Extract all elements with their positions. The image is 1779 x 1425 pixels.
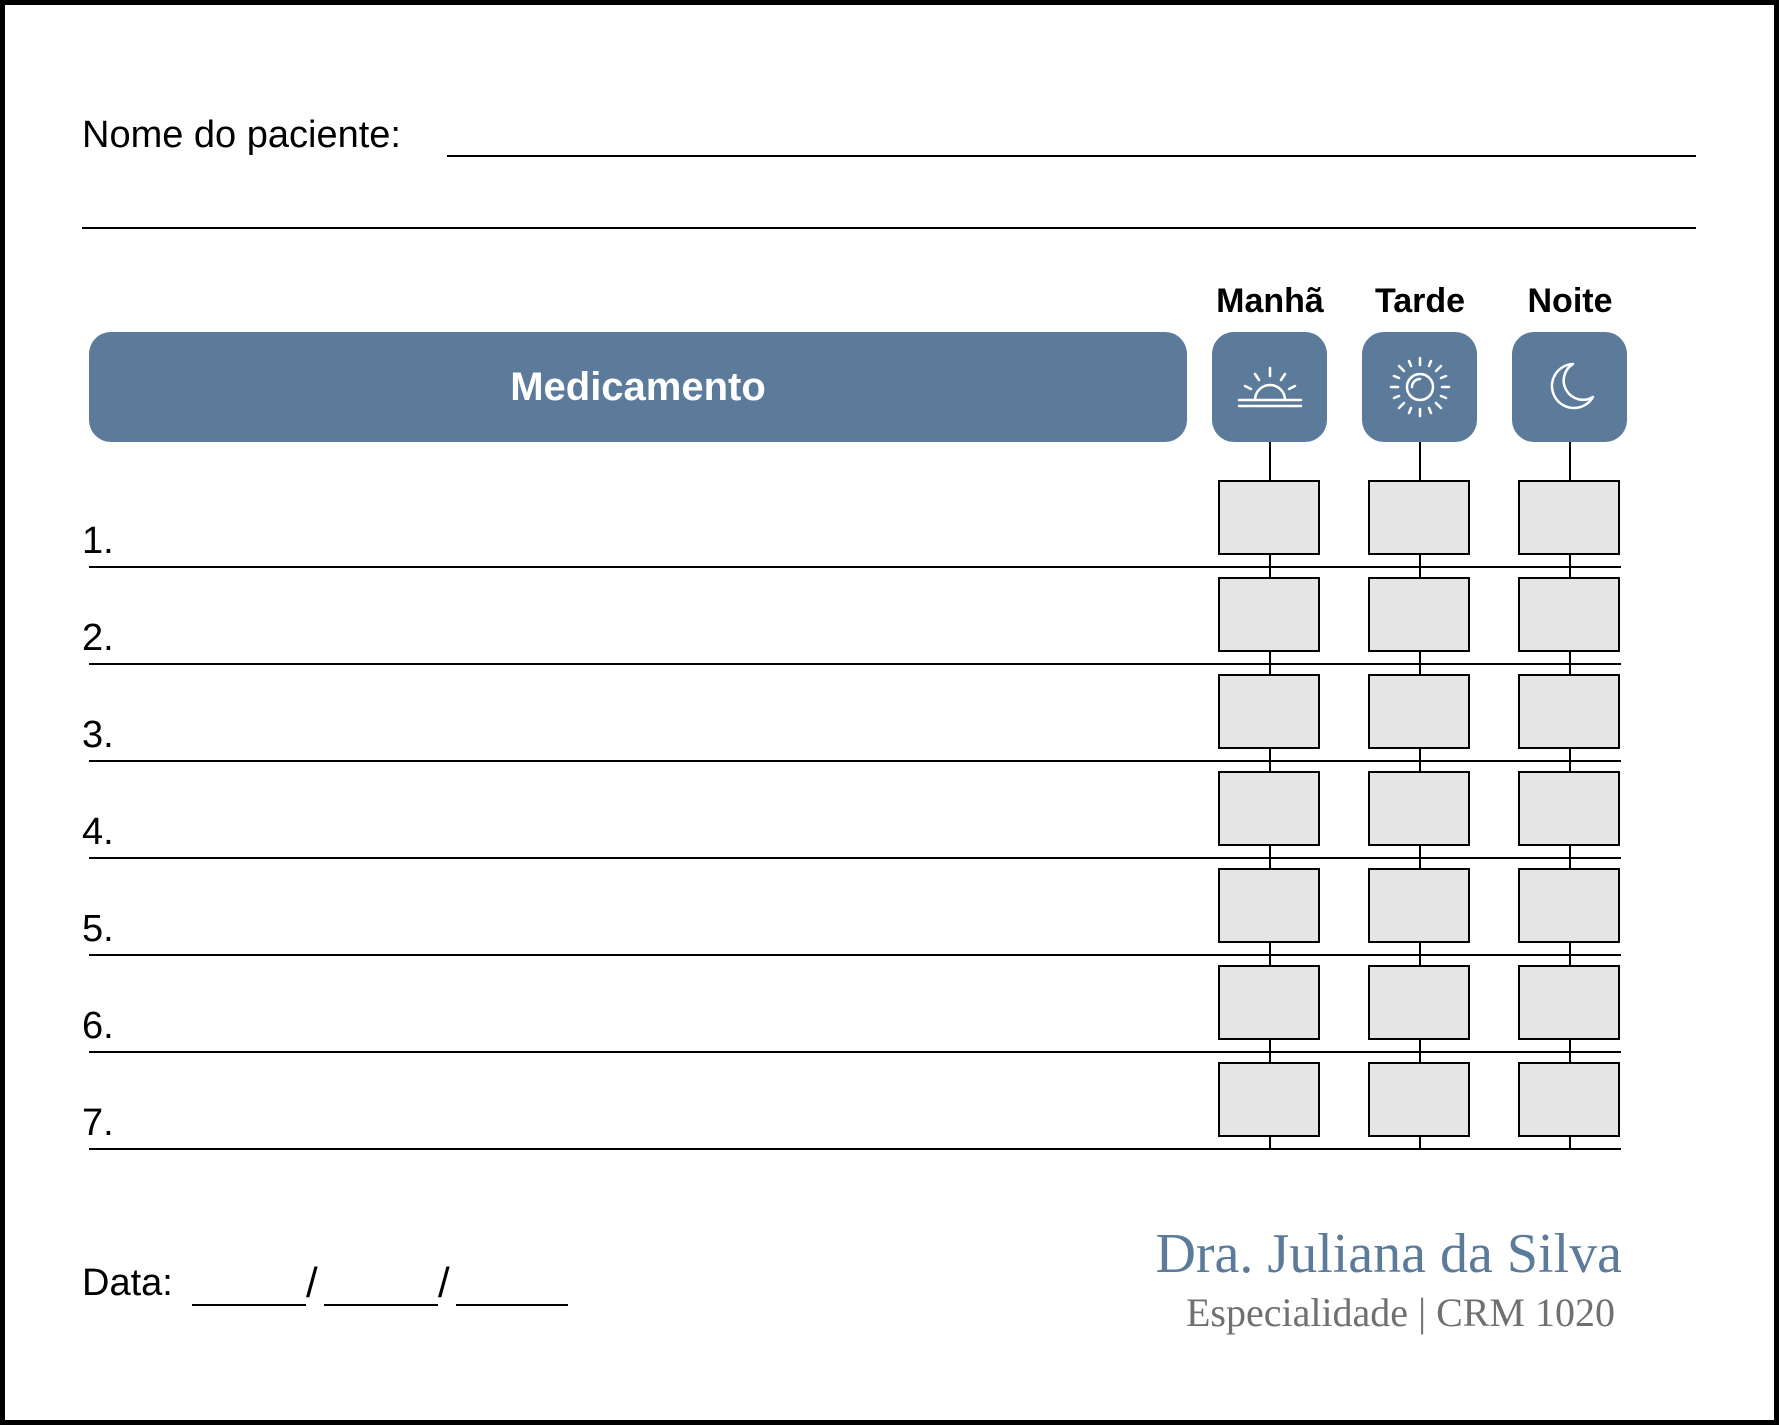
medication-line-7[interactable] [89,1148,1621,1150]
checkbox-night[interactable] [1518,480,1620,555]
checkbox-night[interactable] [1518,577,1620,652]
date-month-line[interactable] [324,1304,438,1306]
sun-icon [1388,355,1452,419]
row-number: 3. [82,714,114,756]
date-day-line[interactable] [192,1304,306,1306]
row-number: 6. [82,1005,114,1047]
column-title-afternoon: Tarde [1374,282,1466,320]
patient-name-line[interactable] [447,155,1696,157]
checkbox-morning[interactable] [1218,1062,1320,1137]
checkbox-afternoon[interactable] [1368,674,1470,749]
medication-line-6[interactable] [89,1051,1621,1053]
checkbox-night[interactable] [1518,771,1620,846]
checkbox-night[interactable] [1518,965,1620,1040]
date-label: Data: [82,1262,173,1304]
checkbox-afternoon[interactable] [1368,1062,1470,1137]
medication-line-5[interactable] [89,954,1621,956]
night-icon-tile [1512,332,1627,442]
medication-line-3[interactable] [89,760,1621,762]
checkbox-night[interactable] [1518,674,1620,749]
checkbox-morning[interactable] [1218,868,1320,943]
date-year-line[interactable] [456,1304,568,1306]
row-number: 4. [82,811,114,853]
checkbox-afternoon[interactable] [1368,771,1470,846]
medication-header [89,332,1187,442]
checkbox-night[interactable] [1518,1062,1620,1137]
checkbox-morning[interactable] [1218,771,1320,846]
row-number: 1. [82,520,114,562]
column-title-morning: Manhã [1216,282,1324,320]
checkbox-afternoon[interactable] [1368,965,1470,1040]
checkbox-morning[interactable] [1218,965,1320,1040]
doctor-specialty-crm: Especialidade | CRM 1020 [1185,1290,1615,1335]
row-number: 7. [82,1102,114,1144]
date-separator: / [306,1259,318,1306]
checkbox-afternoon[interactable] [1368,480,1470,555]
medication-line-2[interactable] [89,663,1621,665]
row-number: 5. [82,908,114,950]
patient-name-label: Nome do paciente: [82,114,401,156]
row-number: 2. [82,617,114,659]
morning-icon-tile [1212,332,1327,442]
moon-icon [1540,357,1600,417]
afternoon-icon-tile [1362,332,1477,442]
column-title-night: Noite [1527,282,1613,320]
checkbox-morning[interactable] [1218,674,1320,749]
checkbox-morning[interactable] [1218,577,1320,652]
checkbox-afternoon[interactable] [1368,577,1470,652]
doctor-name: Dra. Juliana da Silva [1155,1223,1622,1285]
checkbox-afternoon[interactable] [1368,868,1470,943]
medication-header-label: Medicamento [510,364,766,409]
sunrise-icon [1235,362,1305,412]
checkbox-night[interactable] [1518,868,1620,943]
medication-line-1[interactable] [89,566,1621,568]
date-separator: / [438,1259,450,1306]
medication-line-4[interactable] [89,857,1621,859]
patient-name-line-2[interactable] [82,227,1696,229]
checkbox-morning[interactable] [1218,480,1320,555]
